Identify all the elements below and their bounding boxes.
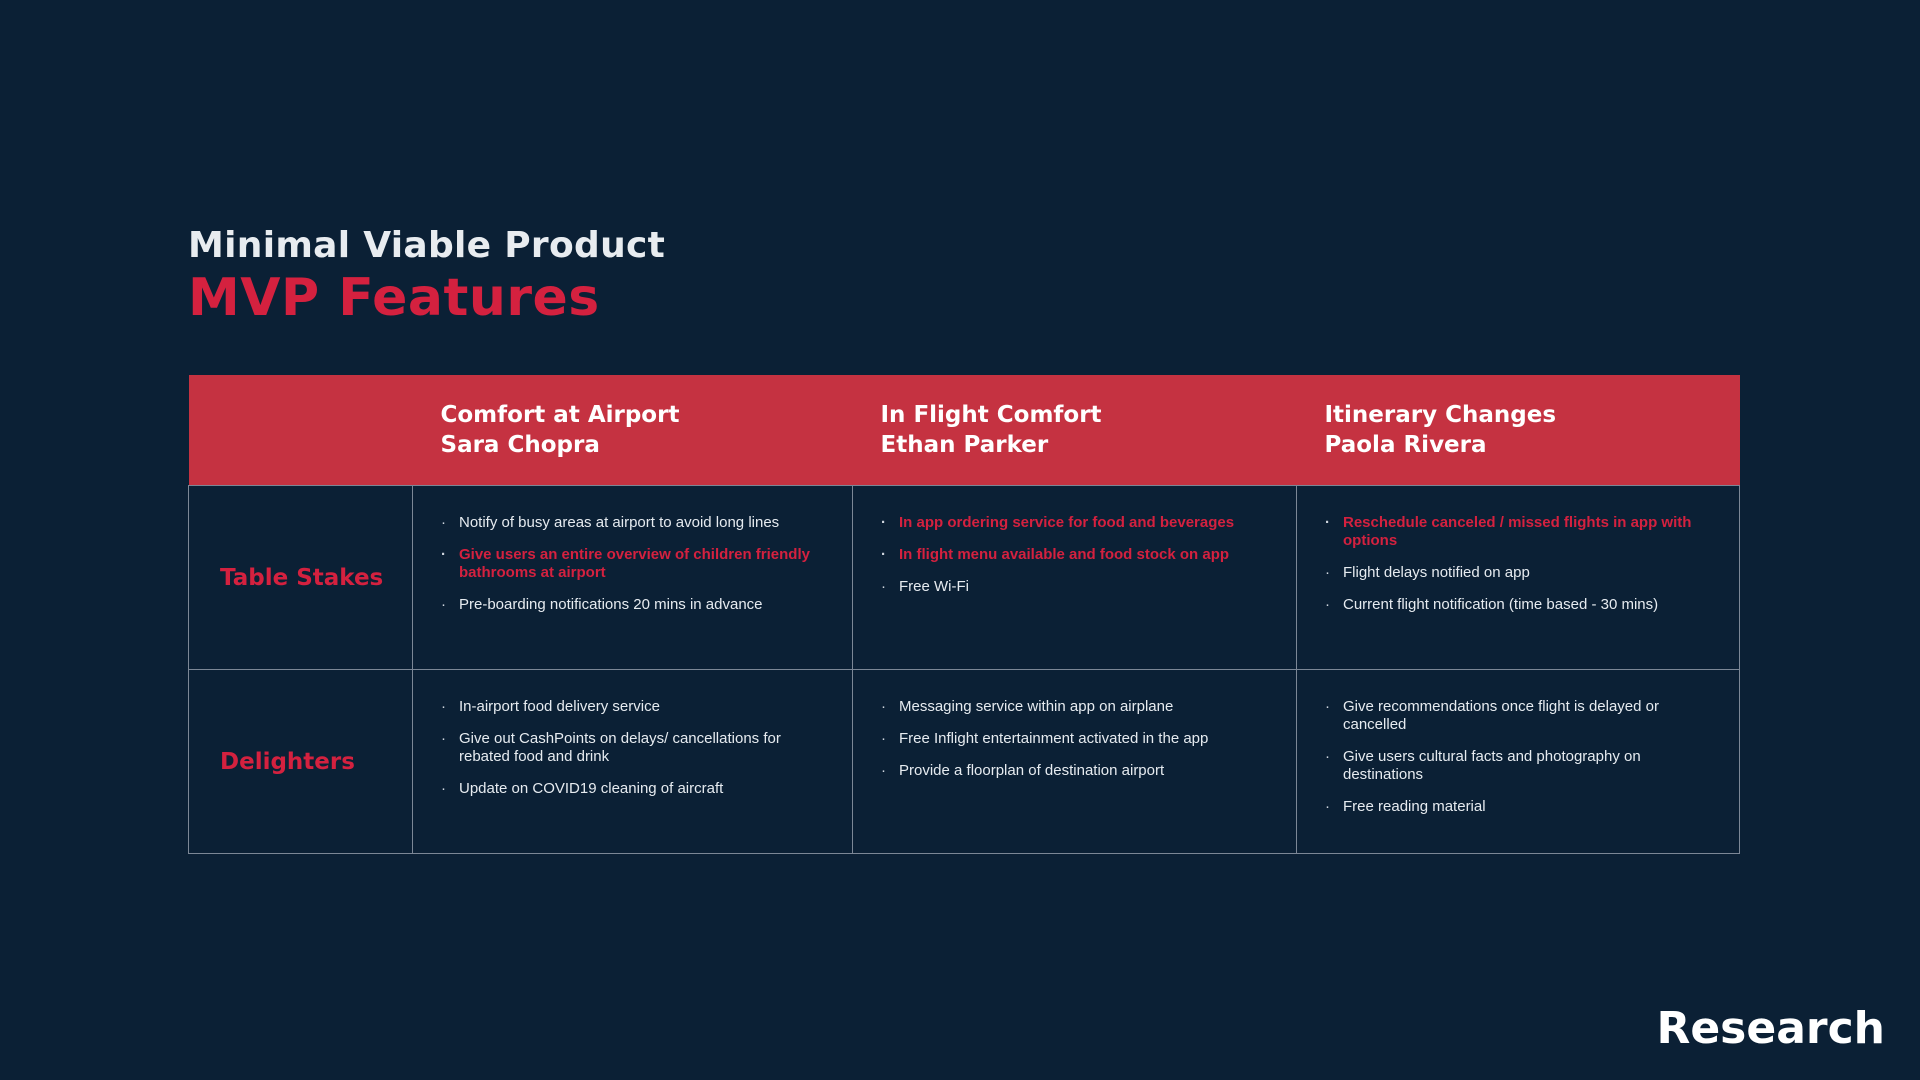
slide-kicker: Minimal Viable Product (188, 225, 666, 266)
column-owner: Ethan Parker (880, 432, 1049, 458)
row-label: Delighters (189, 670, 413, 854)
feature-item: · Give users cultural facts and photography on destinations (1325, 748, 1717, 784)
feature-item: · In-airport food delivery service (441, 698, 830, 716)
feature-item: · In app ordering service for food and beverages (881, 514, 1274, 532)
feature-item: · Free reading material (1325, 798, 1717, 816)
research-wordmark: Research (1656, 1003, 1885, 1054)
feature-item: · Notify of busy areas at airport to avoid long lines (441, 514, 830, 532)
feature-item: · Reschedule canceled / missed flights in app with options (1325, 514, 1717, 550)
feature-list (1297, 486, 1739, 614)
column-owner: Paola Rivera (1324, 432, 1487, 458)
feature-item: · Current flight notification (time based - 30 mins) (1325, 596, 1717, 614)
column-header-itinerary-changes (1297, 375, 1740, 486)
feature-list (413, 486, 852, 614)
table-row-delighters (189, 670, 1740, 854)
table-cell (413, 670, 853, 854)
feature-list (413, 670, 852, 798)
table-header-row (189, 375, 1740, 486)
mvp-features-table (188, 375, 1740, 854)
feature-list (853, 670, 1296, 780)
slide-title: MVP Features (188, 268, 600, 328)
feature-item: · Update on COVID19 cleaning of aircraft (441, 780, 830, 798)
table-cell (853, 486, 1297, 670)
feature-item: · Give users an entire overview of children friendly bathrooms at airport (441, 546, 830, 582)
feature-list (853, 486, 1296, 596)
column-header-in-flight-comfort (853, 375, 1297, 486)
row-label: Table Stakes (189, 486, 413, 670)
header-corner-cell (189, 375, 413, 486)
feature-item: · Flight delays notified on app (1325, 564, 1717, 582)
column-title: In Flight Comfort (880, 402, 1102, 428)
table-row-table-stakes (189, 486, 1740, 670)
feature-item: · Free Inflight entertainment activated in the app (881, 730, 1274, 748)
feature-item: · Free Wi-Fi (881, 578, 1274, 596)
slide-heading (188, 224, 665, 328)
column-header-comfort-at-airport (413, 375, 853, 486)
table-cell (413, 486, 853, 670)
feature-item: · In flight menu available and food stock on app (881, 546, 1274, 564)
table-cell (853, 670, 1297, 854)
feature-list (1297, 670, 1739, 816)
feature-item: · Messaging service within app on airplane (881, 698, 1274, 716)
table-cell (1297, 486, 1740, 670)
column-title: Comfort at Airport (440, 402, 680, 428)
feature-item: · Give out CashPoints on delays/ cancellations for rebated food and drink (441, 730, 830, 766)
column-owner: Sara Chopra (440, 432, 600, 458)
column-title: Itinerary Changes (1324, 402, 1557, 428)
feature-item: · Pre-boarding notifications 20 mins in advance (441, 596, 830, 614)
feature-item: · Give recommendations once flight is delayed or cancelled (1325, 698, 1717, 734)
feature-item: · Provide a floorplan of destination airport (881, 762, 1274, 780)
table-cell (1297, 670, 1740, 854)
